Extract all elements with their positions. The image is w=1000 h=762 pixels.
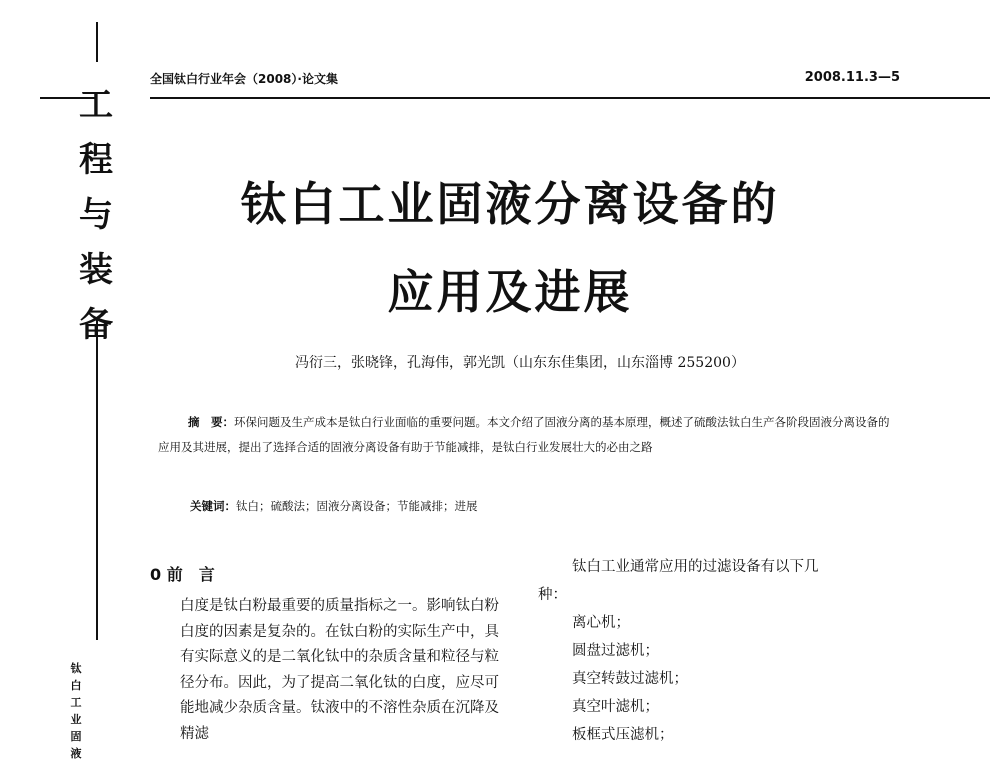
vertical-rule-top bbox=[96, 22, 98, 62]
left-column bbox=[152, 594, 502, 747]
keywords-text: 钛白；硫酸法；固液分离设备；节能减排；进展 bbox=[236, 499, 478, 513]
running-title-char: 固 bbox=[70, 730, 82, 743]
running-title-char: 业 bbox=[70, 713, 82, 726]
list-item: 离心机； bbox=[572, 615, 630, 631]
list-item: 板框式压滤机； bbox=[572, 727, 674, 743]
header-rule bbox=[150, 97, 990, 99]
running-title-char: 钛 bbox=[70, 662, 82, 675]
right-column bbox=[538, 553, 898, 749]
column-title-char: 与 bbox=[79, 195, 113, 235]
paper-title-line-1: 钛白工业固液分离设备的 bbox=[240, 177, 780, 231]
list-item: 圆盘过滤机； bbox=[572, 643, 659, 659]
section-heading: 0 前 言 bbox=[150, 565, 215, 584]
running-title-char: 工 bbox=[70, 696, 82, 709]
conference-date: 2008.11.3—5 bbox=[804, 70, 900, 85]
paper-title-line-2: 应用及进展 bbox=[387, 265, 633, 319]
keywords-label: 关键词： bbox=[190, 499, 236, 513]
abstract-text: 环保问题及生产成本是钛白行业面临的重要问题。本文介绍了固液分离的基本原理，概述了硫酸法钛白生产各阶段固液分离设备的应用及其进展，提出了选择合适的固液分离设备有助于节能减排，是钛白行业发展壮大的必由之路 bbox=[158, 415, 890, 454]
vertical-rule-middle bbox=[96, 318, 98, 640]
intro-paragraph: 白度是钛白粉最重要的质量指标之一。影响钛白粉白度的因素是复杂的。在钛白粉的实际生产中，具有实际意义的是二氧化钛中的杂质含量和粒径与粒径分布。因此，为了提高二氧化钛的白度，应尽可能地减少杂质含量。钛液中的不溶性杂质在沉降及精滤 bbox=[180, 598, 499, 742]
running-title-char: 液 bbox=[70, 747, 82, 760]
column-title-char: 备 bbox=[79, 305, 113, 345]
keywords bbox=[190, 498, 478, 514]
column-title bbox=[66, 78, 126, 353]
running-title-char: 白 bbox=[70, 679, 82, 692]
column-title-char: 装 bbox=[79, 250, 113, 290]
running-title bbox=[66, 660, 86, 762]
equipment-intro: 钛白工业通常应用的过滤设备有以下几 bbox=[572, 559, 819, 575]
abstract bbox=[158, 410, 898, 460]
column-title-char: 工 bbox=[79, 85, 113, 125]
equipment-list bbox=[538, 609, 898, 749]
authors: 冯衍三，张晓锋，孔海伟，郭光凯（山东东佳集团，山东淄博 255200） bbox=[295, 355, 745, 371]
column-title-char: 程 bbox=[79, 140, 113, 180]
abstract-label: 摘 要： bbox=[188, 415, 234, 429]
equipment-intro-cont: 种： bbox=[538, 587, 567, 603]
journal-header: 全国钛白行业年会（2008）·论文集 bbox=[150, 72, 338, 86]
list-item: 真空转鼓过滤机； bbox=[572, 671, 688, 687]
list-item: 真空叶滤机； bbox=[572, 699, 659, 715]
